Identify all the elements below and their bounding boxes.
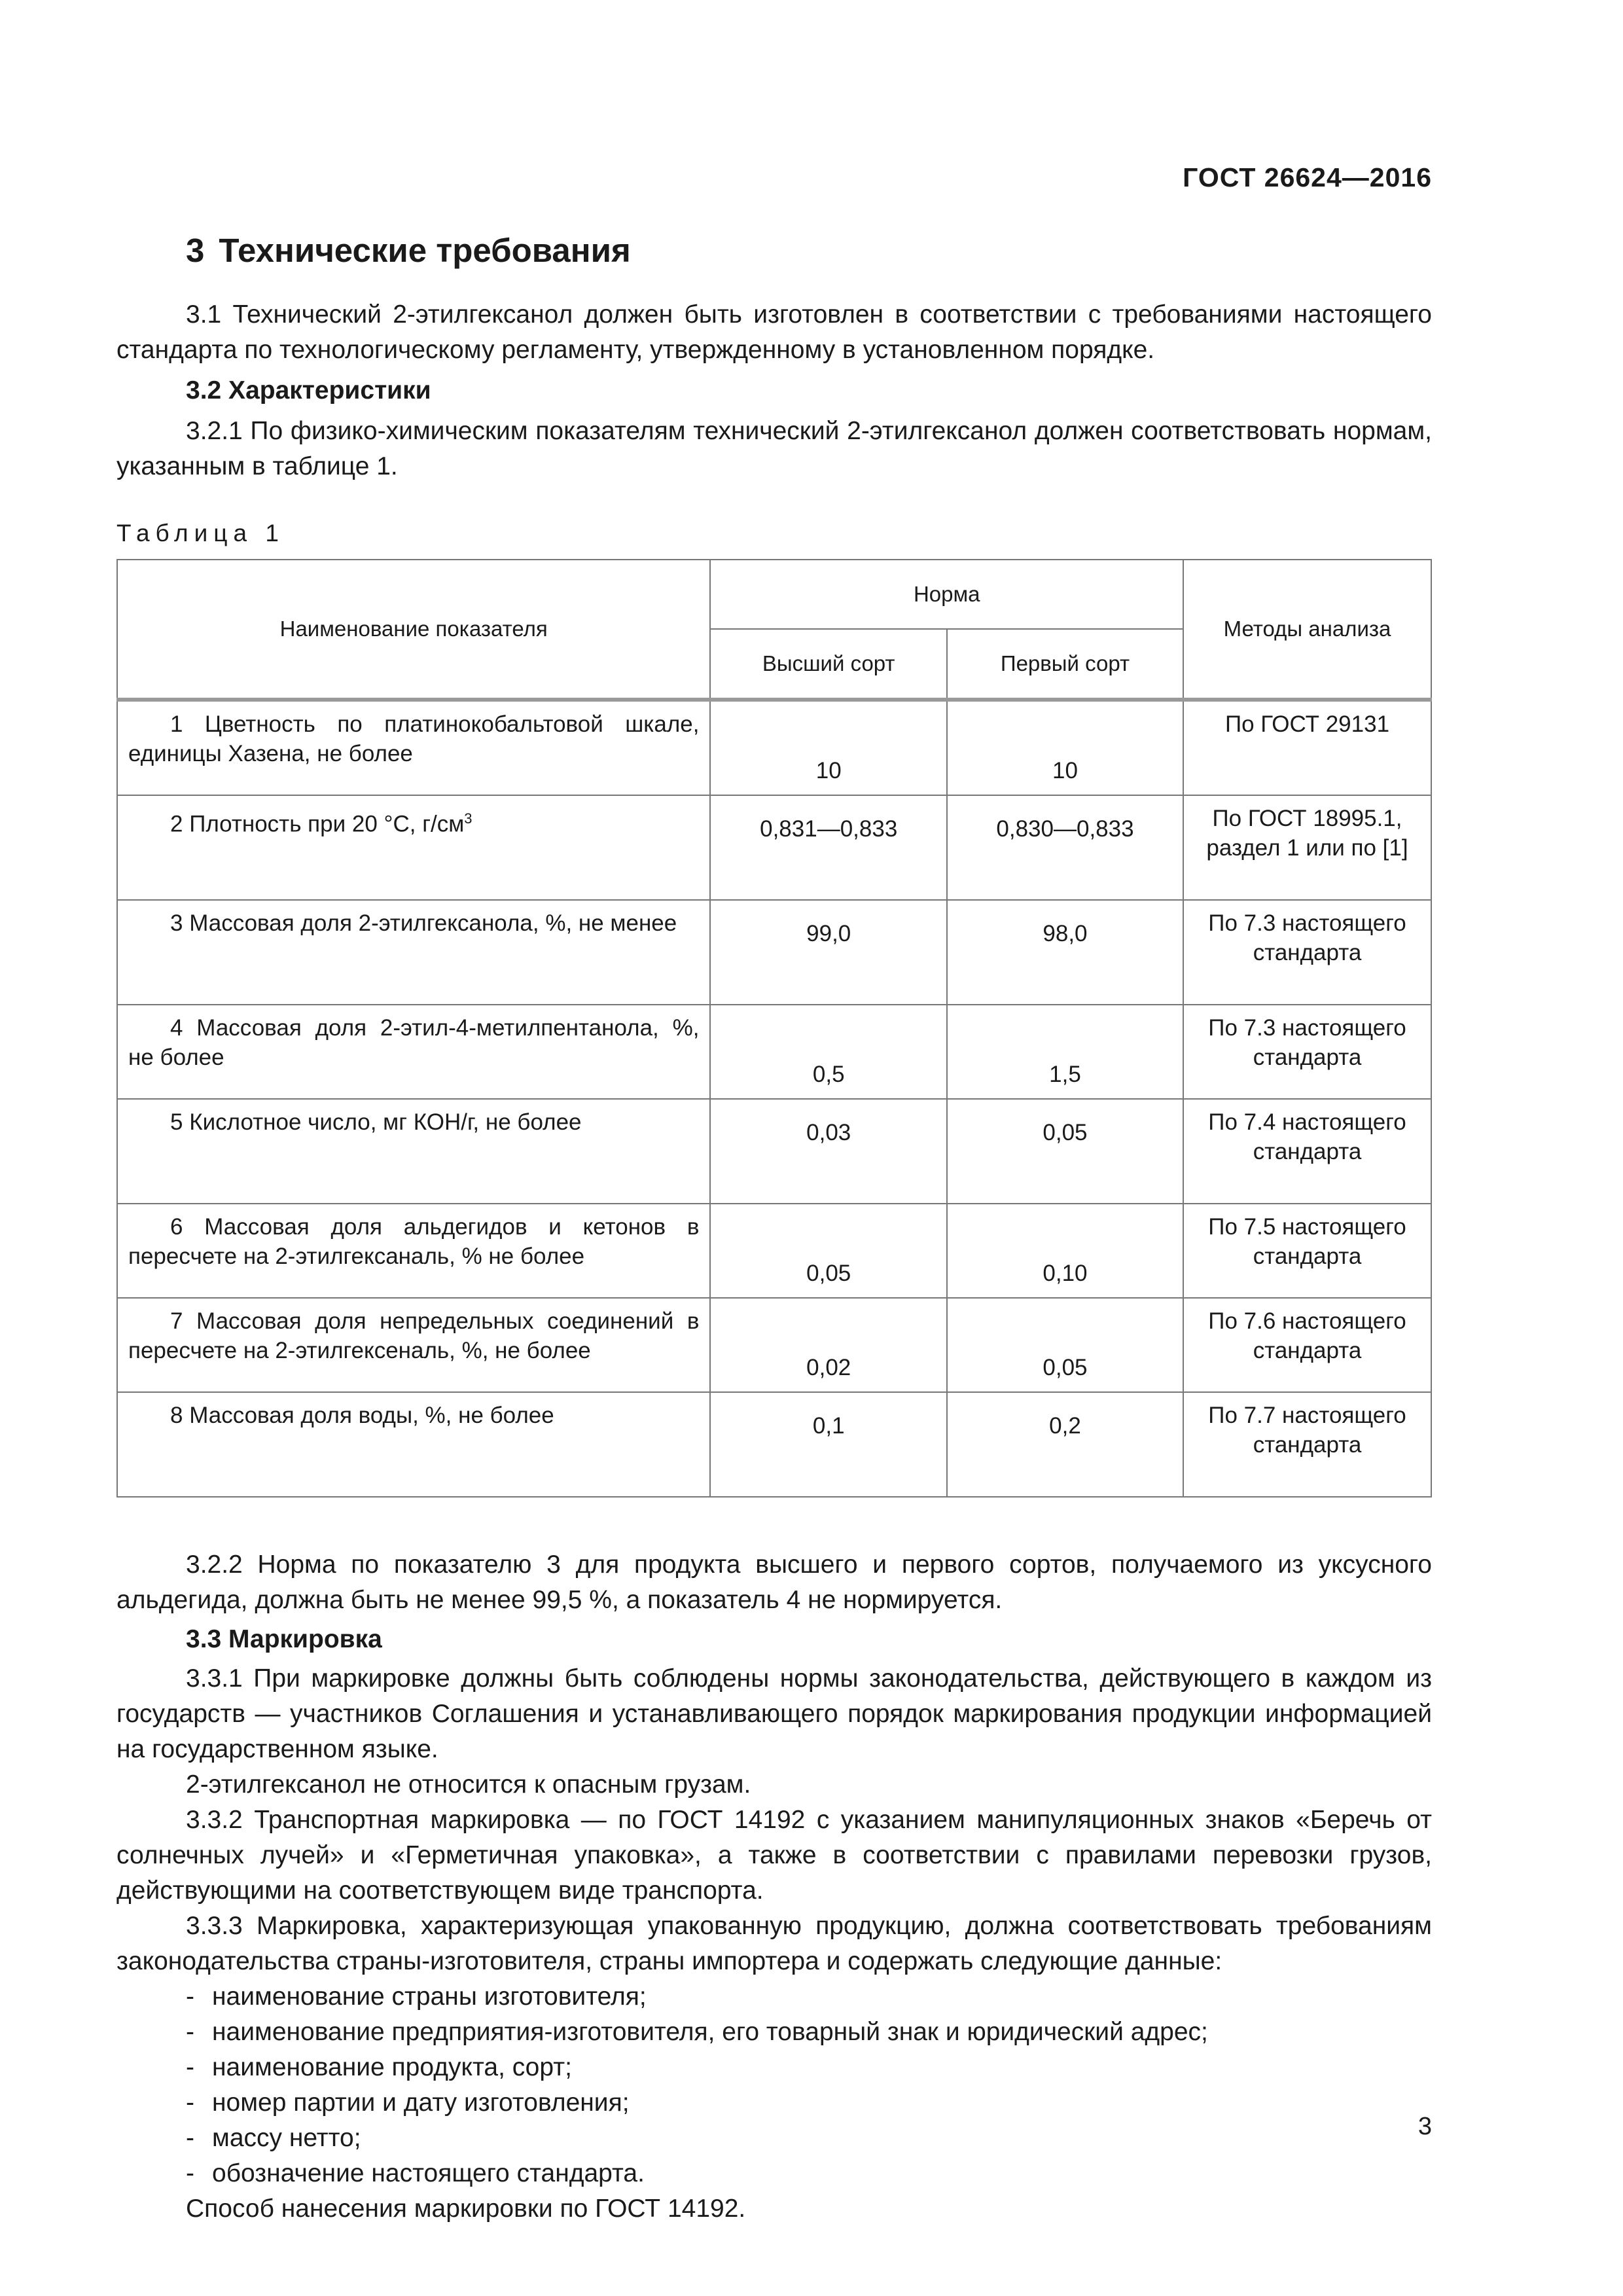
row-top-value: 0,1 — [710, 1392, 947, 1497]
table-row — [117, 700, 1431, 795]
row-name-superscript: 3 — [464, 810, 473, 827]
section-title-text: Технические требования — [219, 232, 631, 269]
marking-data-list — [116, 1979, 1432, 2191]
row-name: 6 Массовая доля альдегидов и кетонов в пересчете на 2-этилгексаналь, % не более — [117, 1204, 710, 1298]
row-first-value: 0,05 — [947, 1099, 1183, 1204]
header-norm: Норма — [710, 560, 1183, 629]
row-first-value: 1,5 — [947, 1005, 1183, 1099]
paragraph-3-3-1: 3.3.1 При маркировке должны быть соблюдены нормы законодательства, действующего в каждом из государств — участников Соглашения и устанавливающего порядок маркирования продукции информацией на государственном языке. — [116, 1664, 1432, 1763]
row-top-value: 0,03 — [710, 1099, 947, 1204]
row-first-value: 10 — [947, 700, 1183, 795]
row-name: 1 Цветность по платинокобальтовой шкале, единицы Хазена, не более — [117, 700, 710, 795]
row-method: По 7.3 настоящего стандарта — [1183, 900, 1431, 1005]
row-first-value: 98,0 — [947, 900, 1183, 1005]
table-row — [117, 900, 1431, 1005]
paragraph-marking-method: Способ нанесения маркировки по ГОСТ 14192. — [186, 2195, 746, 2223]
row-method: По ГОСТ 29131 — [1183, 700, 1431, 795]
table-row — [117, 1005, 1431, 1099]
row-top-value: 99,0 — [710, 900, 947, 1005]
row-first-value: 0,05 — [947, 1298, 1183, 1392]
row-first-value: 0,830—0,833 — [947, 795, 1183, 900]
subsection-3-3-heading: 3.3 Маркировка — [186, 1625, 382, 1653]
row-top-value: 0,831—0,833 — [710, 795, 947, 900]
row-method: По 7.6 настоящего стандарта — [1183, 1298, 1431, 1392]
row-method: По 7.7 настоящего стандарта — [1183, 1392, 1431, 1497]
paragraph-3-2-2: 3.2.2 Норма по показателю 3 для продукта высшего и первого сортов, получаемого из уксусного альдегида, должна быть не менее 99,5 %, а показатель 4 не нормируется. — [116, 1551, 1432, 1614]
list-item: - номер партии и дату изготовления; — [116, 2085, 1432, 2121]
paragraph-3-3-2: 3.3.2 Транспортная маркировка — по ГОСТ 14192 с указанием манипуляционных знаков «Беречь от солнечных лучей» и «Герметичная упаковка», а также в соответствии с правилами перевозки грузов, действующими на соответствующем виде транспорта. — [116, 1806, 1432, 1905]
table-caption: Таблица 1 — [116, 520, 285, 547]
list-item: - обозначение настоящего стандарта. — [116, 2156, 1432, 2191]
header-method: Методы анализа — [1183, 560, 1431, 700]
list-item: - наименование страны изготовителя; — [116, 1979, 1432, 2015]
paragraph-not-dangerous: 2-этилгексанол не относится к опасным грузам. — [186, 1770, 751, 1799]
paragraph-3-2-1: 3.2.1 По физико-химическим показателям технический 2-этилгексанол должен соответствовать нормам, указанным в таблице 1. — [116, 417, 1432, 480]
row-top-value: 0,5 — [710, 1005, 947, 1099]
row-top-value: 0,02 — [710, 1298, 947, 1392]
row-name-text: 2 Плотность при 20 °С, г/см — [170, 811, 465, 837]
section-title — [186, 230, 1432, 271]
header-top-grade: Высший сорт — [710, 629, 947, 700]
row-top-value: 10 — [710, 700, 947, 795]
row-method: По 7.4 настоящего стандарта — [1183, 1099, 1431, 1204]
page-number: 3 — [1418, 2113, 1432, 2140]
table-row — [117, 795, 1431, 900]
row-method: По 7.3 настоящего стандарта — [1183, 1005, 1431, 1099]
row-method: По ГОСТ 18995.1, раздел 1 или по [1] — [1183, 795, 1431, 900]
paragraph-3-3-3: 3.3.3 Маркировка, характеризующая упакованную продукцию, должна соответствовать требованиям законодательства страны-изготовителя, страны импортера и содержать следующие данные: — [116, 1912, 1432, 1975]
list-item: - массу нетто; — [116, 2121, 1432, 2156]
row-method: По 7.5 настоящего стандарта — [1183, 1204, 1431, 1298]
header-name: Наименование показателя — [117, 560, 710, 700]
row-name: 5 Кислотное число, мг КОН/г, не более — [117, 1099, 710, 1204]
row-name: 4 Массовая доля 2-этил-4-метилпентанола, %, не более — [117, 1005, 710, 1099]
table-row — [117, 1204, 1431, 1298]
table-row — [117, 1392, 1431, 1497]
header-first-grade: Первый сорт — [947, 629, 1183, 700]
document-code: ГОСТ 26624—2016 — [1183, 162, 1432, 192]
row-first-value: 0,10 — [947, 1204, 1183, 1298]
list-item: - наименование предприятия-изготовителя, его товарный знак и юридический адрес; — [116, 2015, 1432, 2050]
table-row — [117, 1099, 1431, 1204]
section-number: 3 — [186, 232, 205, 269]
characteristics-table — [116, 559, 1432, 1498]
row-top-value: 0,05 — [710, 1204, 947, 1298]
page-content — [116, 230, 1432, 2227]
paragraph-3-1: 3.1 Технический 2-этилгексанол должен быть изготовлен в соответствии с требованиями настоящего стандарта по технологическому регламенту, утвержденному в установленном порядке. — [116, 300, 1432, 364]
row-first-value: 0,2 — [947, 1392, 1183, 1497]
subsection-3-2-heading: 3.2 Характеристики — [186, 376, 431, 404]
row-name: 3 Массовая доля 2-этилгексанола, %, не менее — [117, 900, 710, 1005]
row-name — [117, 795, 710, 900]
list-item: - наименование продукта, сорт; — [116, 2050, 1432, 2085]
row-name: 7 Массовая доля непредельных соединений в пересчете на 2-этилгексеналь, %, не более — [117, 1298, 710, 1392]
table-row — [117, 1298, 1431, 1392]
row-name: 8 Массовая доля воды, %, не более — [117, 1392, 710, 1497]
